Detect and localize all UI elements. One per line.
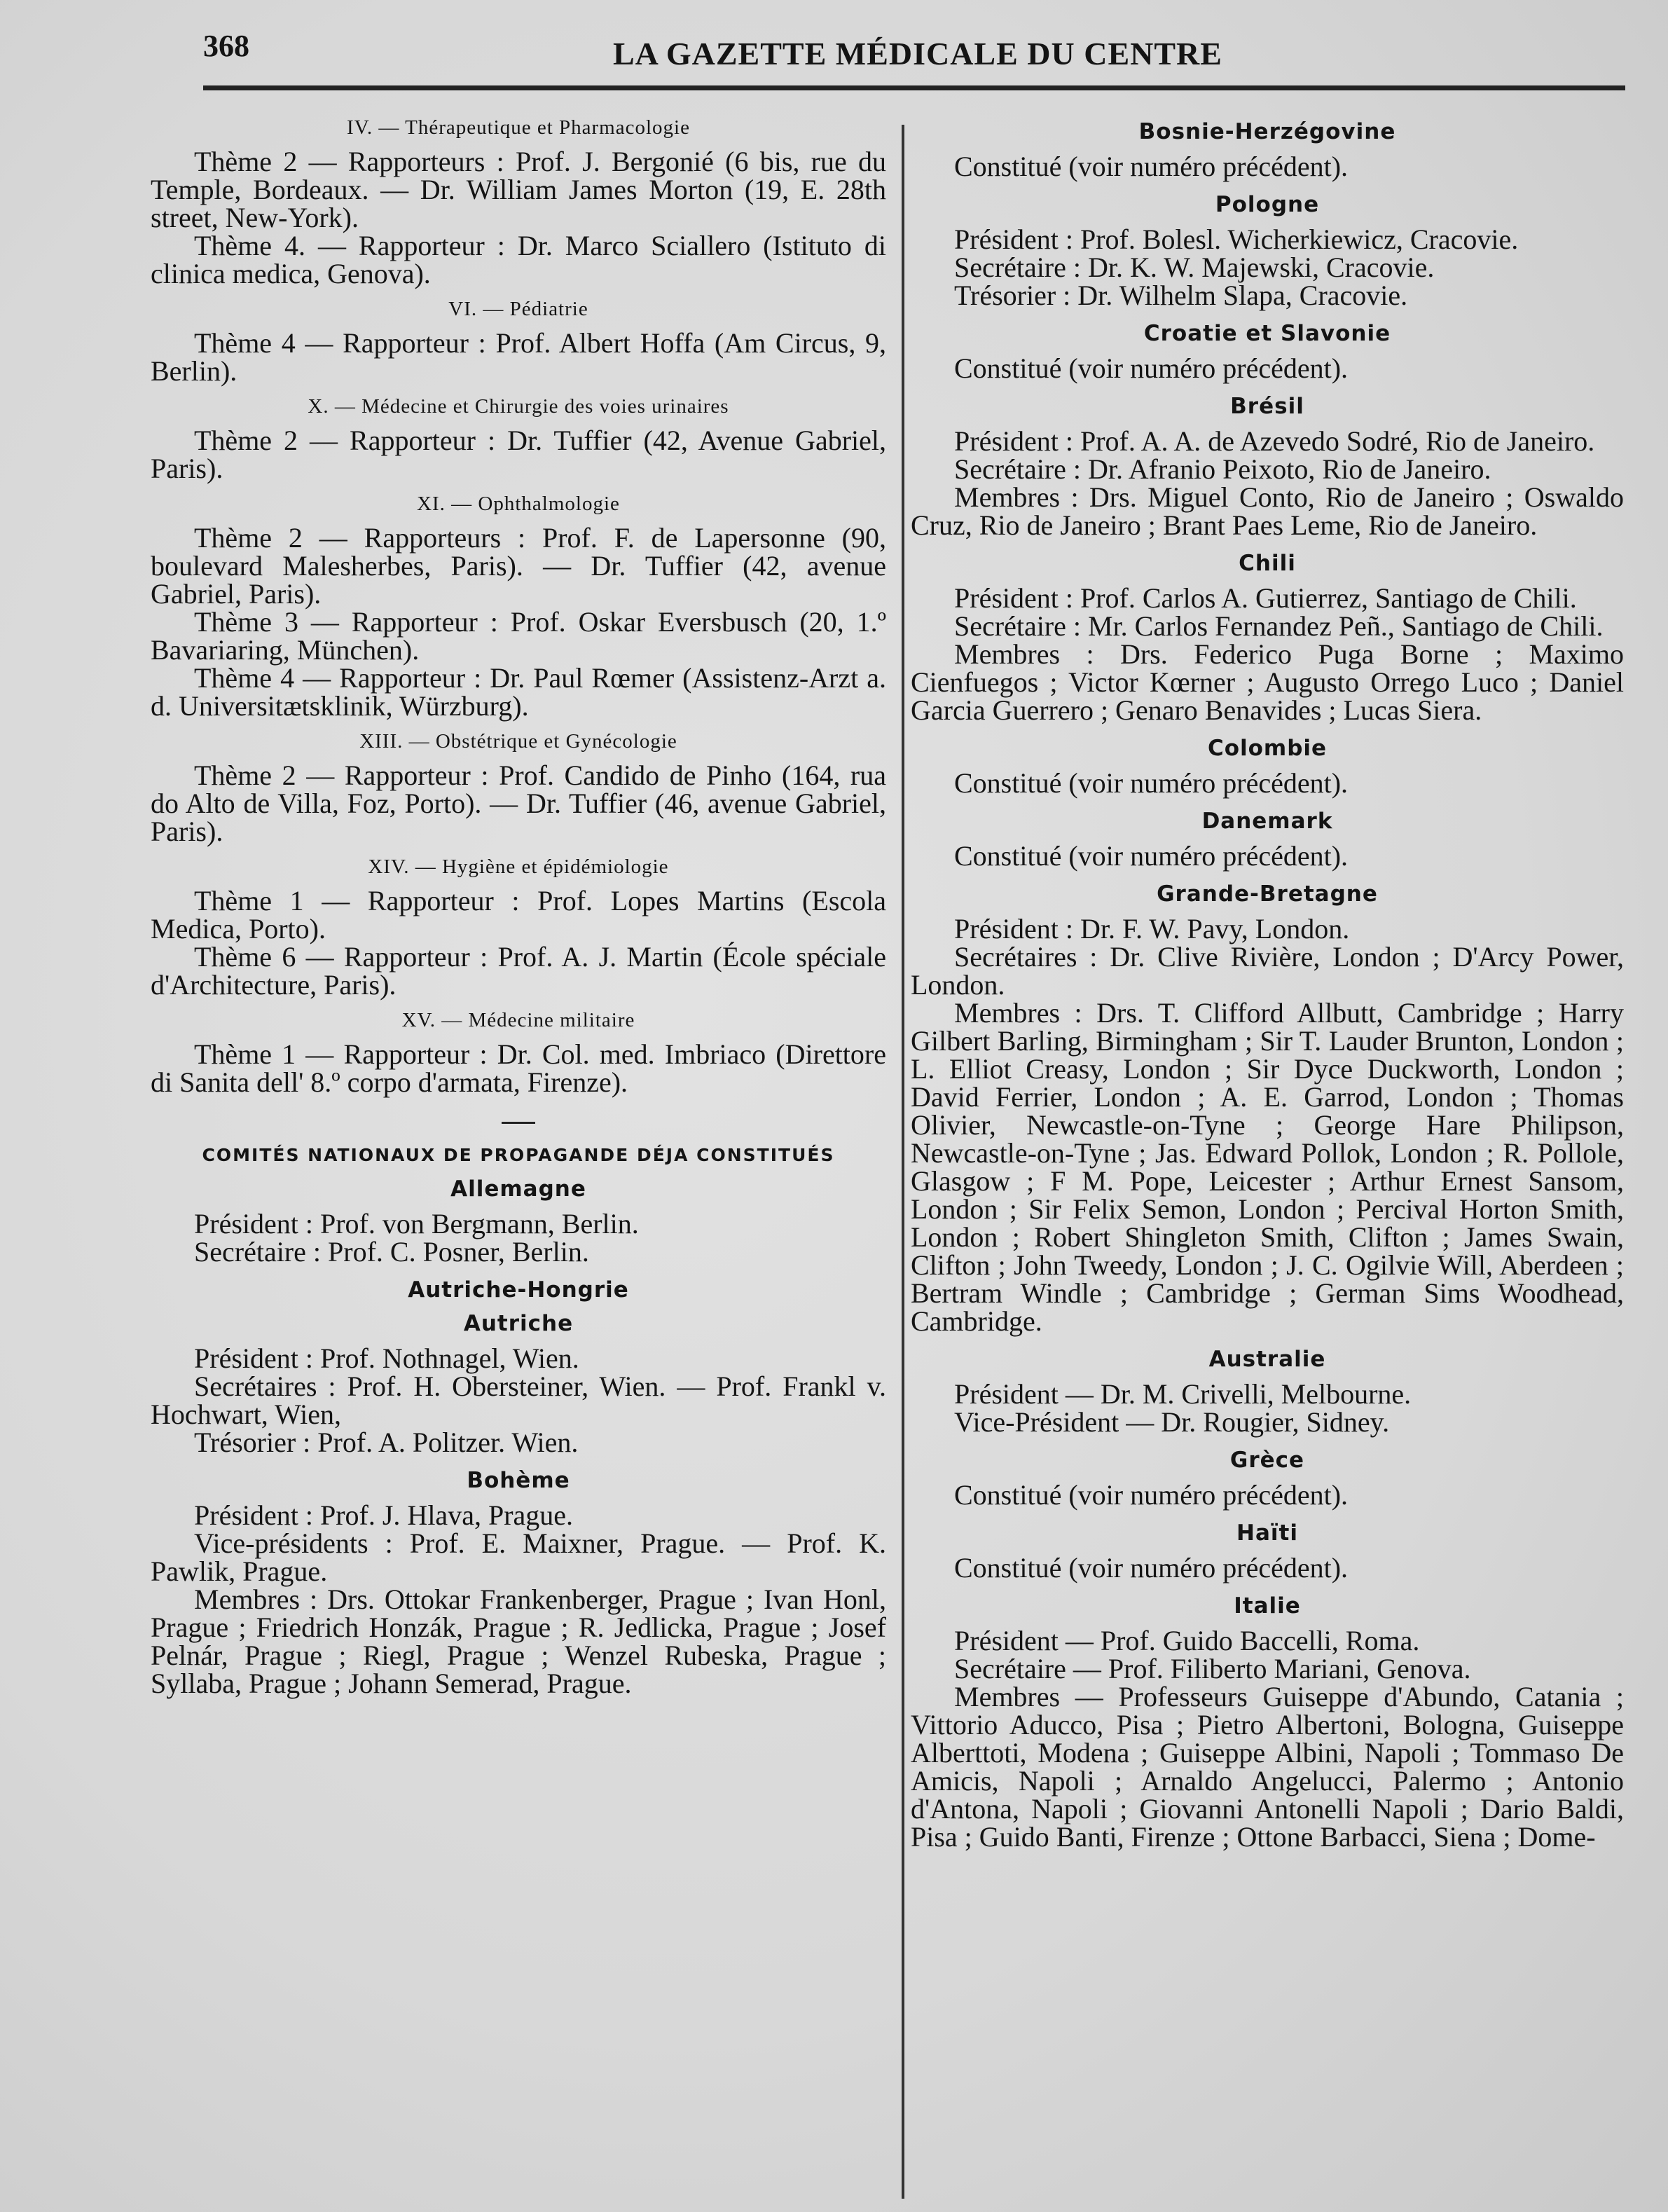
country-subheading: Autriche	[463, 1311, 574, 1336]
committee-line: Membres : Drs. T. Clifford Allbutt, Cambridge ; Harry Gilbert Barling, Birmingham ; Sir T. Lauder Brunton, London ; L. Elliot Creasy, London ; Sir Dyce Duckworth, London ; David Ferrier, London ; A. E. Garrod, London ; Thomas Olivier, Newcastle-on-Tyne ; George Hare Philipson, Newcastle-on-Tyne ; Jas. Edward Pollok, London ; R. Pollole, Glasgow ; F M. Pope, Leicester ; Arthur Ernest Sansom, London ; Sir Felix Semon, London ; Percival Horton Smith, London ; Robert Shingleton Smith, Clifton ; James Swain, Clifton ; John Tweedy, London ; J. C. Ogilvie Will, Aberdeen ; Bertram Windle ; Cambridge ; German Sims Woodhead, Cambridge.	[911, 997, 1624, 1337]
committee-line: Constitué (voir numéro précédent).	[954, 1552, 1349, 1584]
committee-line: Secrétaire : Prof. C. Posner, Berlin.	[194, 1236, 589, 1268]
committee-line: Constitué (voir numéro précédent).	[954, 352, 1349, 384]
section-paragraph: Thème 4 — Rapporteur : Dr. Paul Rœmer (Assistenz-Arzt a. d. Universitætsklinik, Würzburg).	[151, 662, 886, 722]
committee-line: Président : Prof. von Bergmann, Berlin.	[194, 1208, 639, 1239]
section-paragraph: Thème 6 — Rapporteur : Prof. A. J. Martin (École spéciale d'Architecture, Paris).	[151, 941, 886, 1001]
section-title: IV. — Thérapeutique et Pharmacologie	[347, 116, 690, 139]
committee-line: Constitué (voir numéro précédent).	[954, 151, 1349, 182]
committee-line: Vice-présidents : Prof. E. Maixner, Prague. — Prof. K. Pawlik, Prague.	[151, 1527, 886, 1587]
committee-line: Trésorier : Dr. Wilhelm Slapa, Cracovie.	[954, 280, 1408, 311]
committee-line: Président — Dr. M. Crivelli, Melbourne.	[954, 1378, 1412, 1410]
right-column	[911, 105, 1624, 1851]
country-heading: Brésil	[1230, 394, 1304, 419]
committees-title: COMITÉS NATIONAUX DE PROPAGANDE DÉJA CONSTITUÉS	[202, 1145, 835, 1165]
committee-line: Secrétaire : Mr. Carlos Fernandez Peñ., Santiago de Chili.	[954, 610, 1604, 642]
section-paragraph: Thème 4. — Rapporteur : Dr. Marco Sciallero (Istituto di clinica medica, Genova).	[151, 230, 886, 289]
committee-line: Membres : Drs. Miguel Conto, Rio de Janeiro ; Oswaldo Cruz, Rio de Janeiro ; Brant Paes Leme, Rio de Janeiro.	[911, 481, 1624, 541]
country-heading: Colombie	[1207, 736, 1328, 761]
section-title: XIII. — Obstétrique et Gynécologie	[359, 730, 677, 753]
country-heading: Autriche-Hongrie	[408, 1277, 629, 1303]
header-rule	[203, 85, 1625, 90]
committee-line: Constitué (voir numéro précédent).	[954, 840, 1349, 872]
page-number: 368	[203, 29, 249, 63]
running-title: LA GAZETTE MÉDICALE DU CENTRE	[613, 36, 1222, 71]
committee-line: Secrétaire : Dr. Afranio Peixoto, Rio de Janeiro.	[954, 453, 1491, 485]
left-column	[151, 105, 886, 1698]
committee-line: Membres : Drs. Federico Puga Borne ; Maximo Cienfuegos ; Victor Kœrner ; Augusto Orrego Luco ; Daniel Garcia Guerrero ; Genaro Benavides ; Lucas Siera.	[911, 638, 1624, 726]
country-heading: Italie	[1234, 1593, 1301, 1619]
committee-line: Secrétaires : Prof. H. Obersteiner, Wien. — Prof. Frankl v. Hochwart, Wien,	[151, 1371, 886, 1430]
section-paragraph: Thème 4 — Rapporteur : Prof. Albert Hoffa (Am Circus, 9, Berlin).	[151, 327, 886, 387]
country-heading: Grande-Bretagne	[1157, 881, 1378, 907]
committee-line: Membres : Drs. Ottokar Frankenberger, Prague ; Ivan Honl, Prague ; Friedrich Honzák, Prague ; R. Jedlicka, Prague ; Josef Pelnár, Prague ; Riegl, Prague ; Wenzel Rubeska, Prague ; Syllaba, Prague ; Johann Semerad, Prague.	[151, 1584, 886, 1699]
committee-line: Président : Prof. Carlos A. Gutierrez, Santiago de Chili.	[954, 582, 1577, 614]
column-rule	[902, 125, 904, 2199]
section-title: X. — Médecine et Chirurgie des voies urinaires	[308, 395, 729, 418]
committee-line: Président : Prof. Nothnagel, Wien.	[194, 1342, 579, 1374]
committee-line: Constitué (voir numéro précédent).	[954, 1479, 1349, 1511]
section-paragraph: Thème 1 — Rapporteur : Dr. Col. med. Imbriaco (Direttore di Sanita dell' 8.º corpo d'armata, Firenze).	[151, 1038, 886, 1098]
section-paragraph: Thème 2 — Rapporteurs : Prof. J. Bergonié (6 bis, rue du Temple, Bordeaux. — Dr. William James Morton (19, E. 28th street, New-York).	[151, 146, 886, 233]
section-paragraph: Thème 2 — Rapporteur : Dr. Tuffier (42, Avenue Gabriel, Paris).	[151, 425, 886, 484]
section-paragraph: Thème 2 — Rapporteurs : Prof. F. de Lapersonne (90, boulevard Malesherbes, Paris). — Dr. Tuffier (42, avenue Gabriel, Paris).	[151, 522, 886, 610]
committee-line: Trésorier : Prof. A. Politzer. Wien.	[194, 1427, 579, 1458]
country-heading: Croatie et Slavonie	[1143, 321, 1391, 346]
section-paragraph: Thème 1 — Rapporteur : Prof. Lopes Martins (Escola Medica, Porto).	[151, 885, 886, 944]
country-heading: Pologne	[1215, 192, 1320, 217]
country-heading: Bosnie-Herzégovine	[1138, 119, 1396, 144]
section-title: XI. — Ophthalmologie	[417, 493, 620, 515]
committee-line: Président : Dr. F. W. Pavy, London.	[954, 913, 1350, 944]
country-heading: Grèce	[1229, 1448, 1305, 1473]
committee-line: Constitué (voir numéro précédent).	[954, 767, 1349, 799]
committee-line: Président — Prof. Guido Baccelli, Roma.	[954, 1625, 1420, 1656]
country-heading: Allemagne	[450, 1176, 586, 1202]
committee-line: Président : Prof. A. A. de Azevedo Sodré, Rio de Janeiro.	[954, 425, 1595, 457]
committee-line: Secrétaires : Dr. Clive Rivière, London ; D'Arcy Power, London.	[911, 941, 1624, 1001]
country-heading: Haïti	[1236, 1520, 1298, 1546]
committee-line: Membres — Professeurs Guiseppe d'Abundo, Catania ; Vittorio Aducco, Pisa ; Pietro Albertoni, Bologna, Guiseppe Alberttoti, Modena ; Guiseppe Albini, Napoli ; Tommaso De Amicis, Napoli ; Arnaldo Angelucci, Palermo ; Antonio d'Antona, Napoli ; Giovanni Antonelli Napoli ; Dario Baldi, Pisa ; Guido Banti, Firenze ; Ottone Barbacci, Siena ; Dome-	[911, 1681, 1624, 1853]
country-heading: Chili	[1239, 551, 1296, 576]
committee-line: Président : Prof. J. Hlava, Prague.	[194, 1499, 574, 1531]
country-heading: Danemark	[1201, 809, 1333, 834]
section-title: VI. — Pédiatrie	[448, 298, 588, 320]
section-paragraph: Thème 3 — Rapporteur : Prof. Oskar Eversbusch (20, 1.º Bavariaring, München).	[151, 606, 886, 666]
section-title: XV. — Médecine militaire	[401, 1009, 635, 1031]
country-heading: Bohème	[467, 1468, 570, 1493]
country-heading: Australie	[1208, 1347, 1326, 1372]
page-header	[203, 28, 1625, 84]
separator-dash	[502, 1122, 535, 1124]
committee-line: Vice-Président — Dr. Rougier, Sidney.	[954, 1406, 1390, 1438]
section-title: XIV. — Hygiène et épidémiologie	[368, 856, 669, 878]
committee-line: Président : Prof. Bolesl. Wicherkiewicz, Cracovie.	[954, 224, 1519, 255]
section-paragraph: Thème 2 — Rapporteur : Prof. Candido de Pinho (164, rua do Alto de Villa, Foz, Porto). — Dr. Tuffier (46, avenue Gabriel, Paris).	[151, 760, 886, 847]
committee-line: Secrétaire — Prof. Filiberto Mariani, Genova.	[954, 1653, 1471, 1684]
committee-line: Secrétaire : Dr. K. W. Majewski, Cracovie.	[954, 252, 1435, 283]
